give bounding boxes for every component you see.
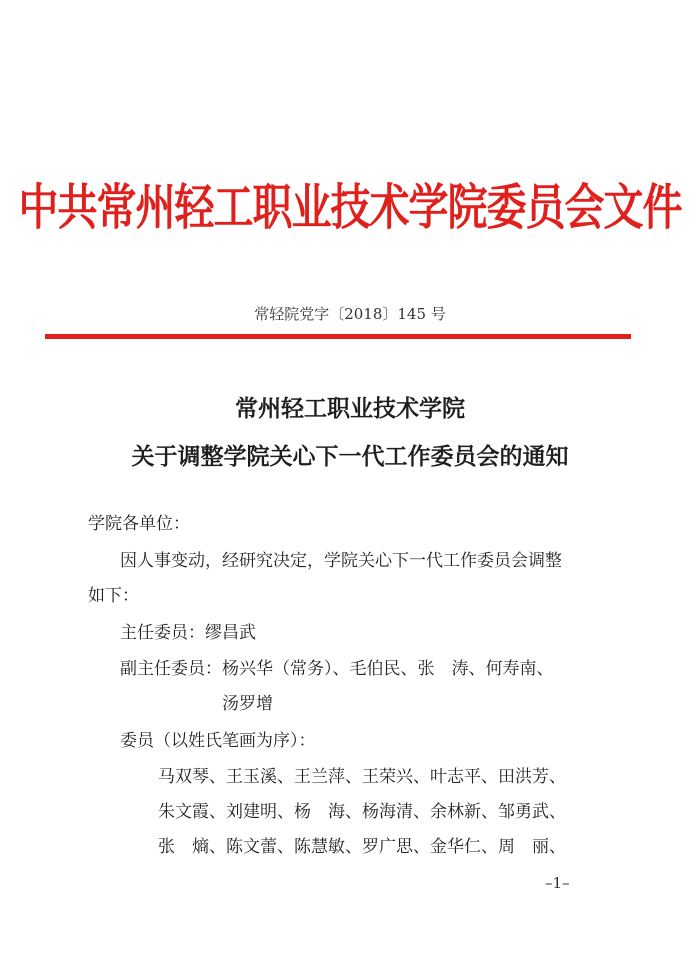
intro-paragraph-line-2: 如下： bbox=[88, 586, 139, 606]
vice-directors-line-2: 汤罗增 bbox=[222, 694, 273, 714]
notice-title-line-1: 常州轻工职业技术学院 bbox=[235, 395, 465, 422]
notice-title-line-2: 关于调整学院关心下一代工作委员会的通知 bbox=[131, 443, 569, 470]
members-line-2: 朱文霞、刘建明、杨 海、杨海清、余林新、邹勇武、 bbox=[158, 802, 566, 822]
red-divider-rule bbox=[45, 334, 631, 339]
director-line: 主任委员：缪昌武 bbox=[120, 623, 256, 643]
document-number: 常轻院党字〔2018〕145 号 bbox=[254, 305, 446, 323]
intro-paragraph-line-1: 因人事变动，经研究决定，学院关心下一代工作委员会调整 bbox=[120, 551, 562, 571]
document-header-title: 中共常州轻工职业技术学院委员会文件 bbox=[18, 178, 682, 237]
page-number: –1– bbox=[545, 874, 570, 892]
members-line-1: 马双琴、王玉溪、王兰萍、王荣兴、叶志平、田洪芳、 bbox=[158, 767, 566, 787]
salutation: 学院各单位： bbox=[88, 514, 190, 534]
members-heading: 委员（以姓氏笔画为序）： bbox=[120, 731, 316, 751]
vice-directors-line-1: 副主任委员：杨兴华（常务）、毛伯民、张 涛、何寿南、 bbox=[120, 659, 554, 679]
members-line-3: 张 熵、陈文蕾、陈慧敏、罗广思、金华仁、周 丽、 bbox=[158, 837, 566, 857]
